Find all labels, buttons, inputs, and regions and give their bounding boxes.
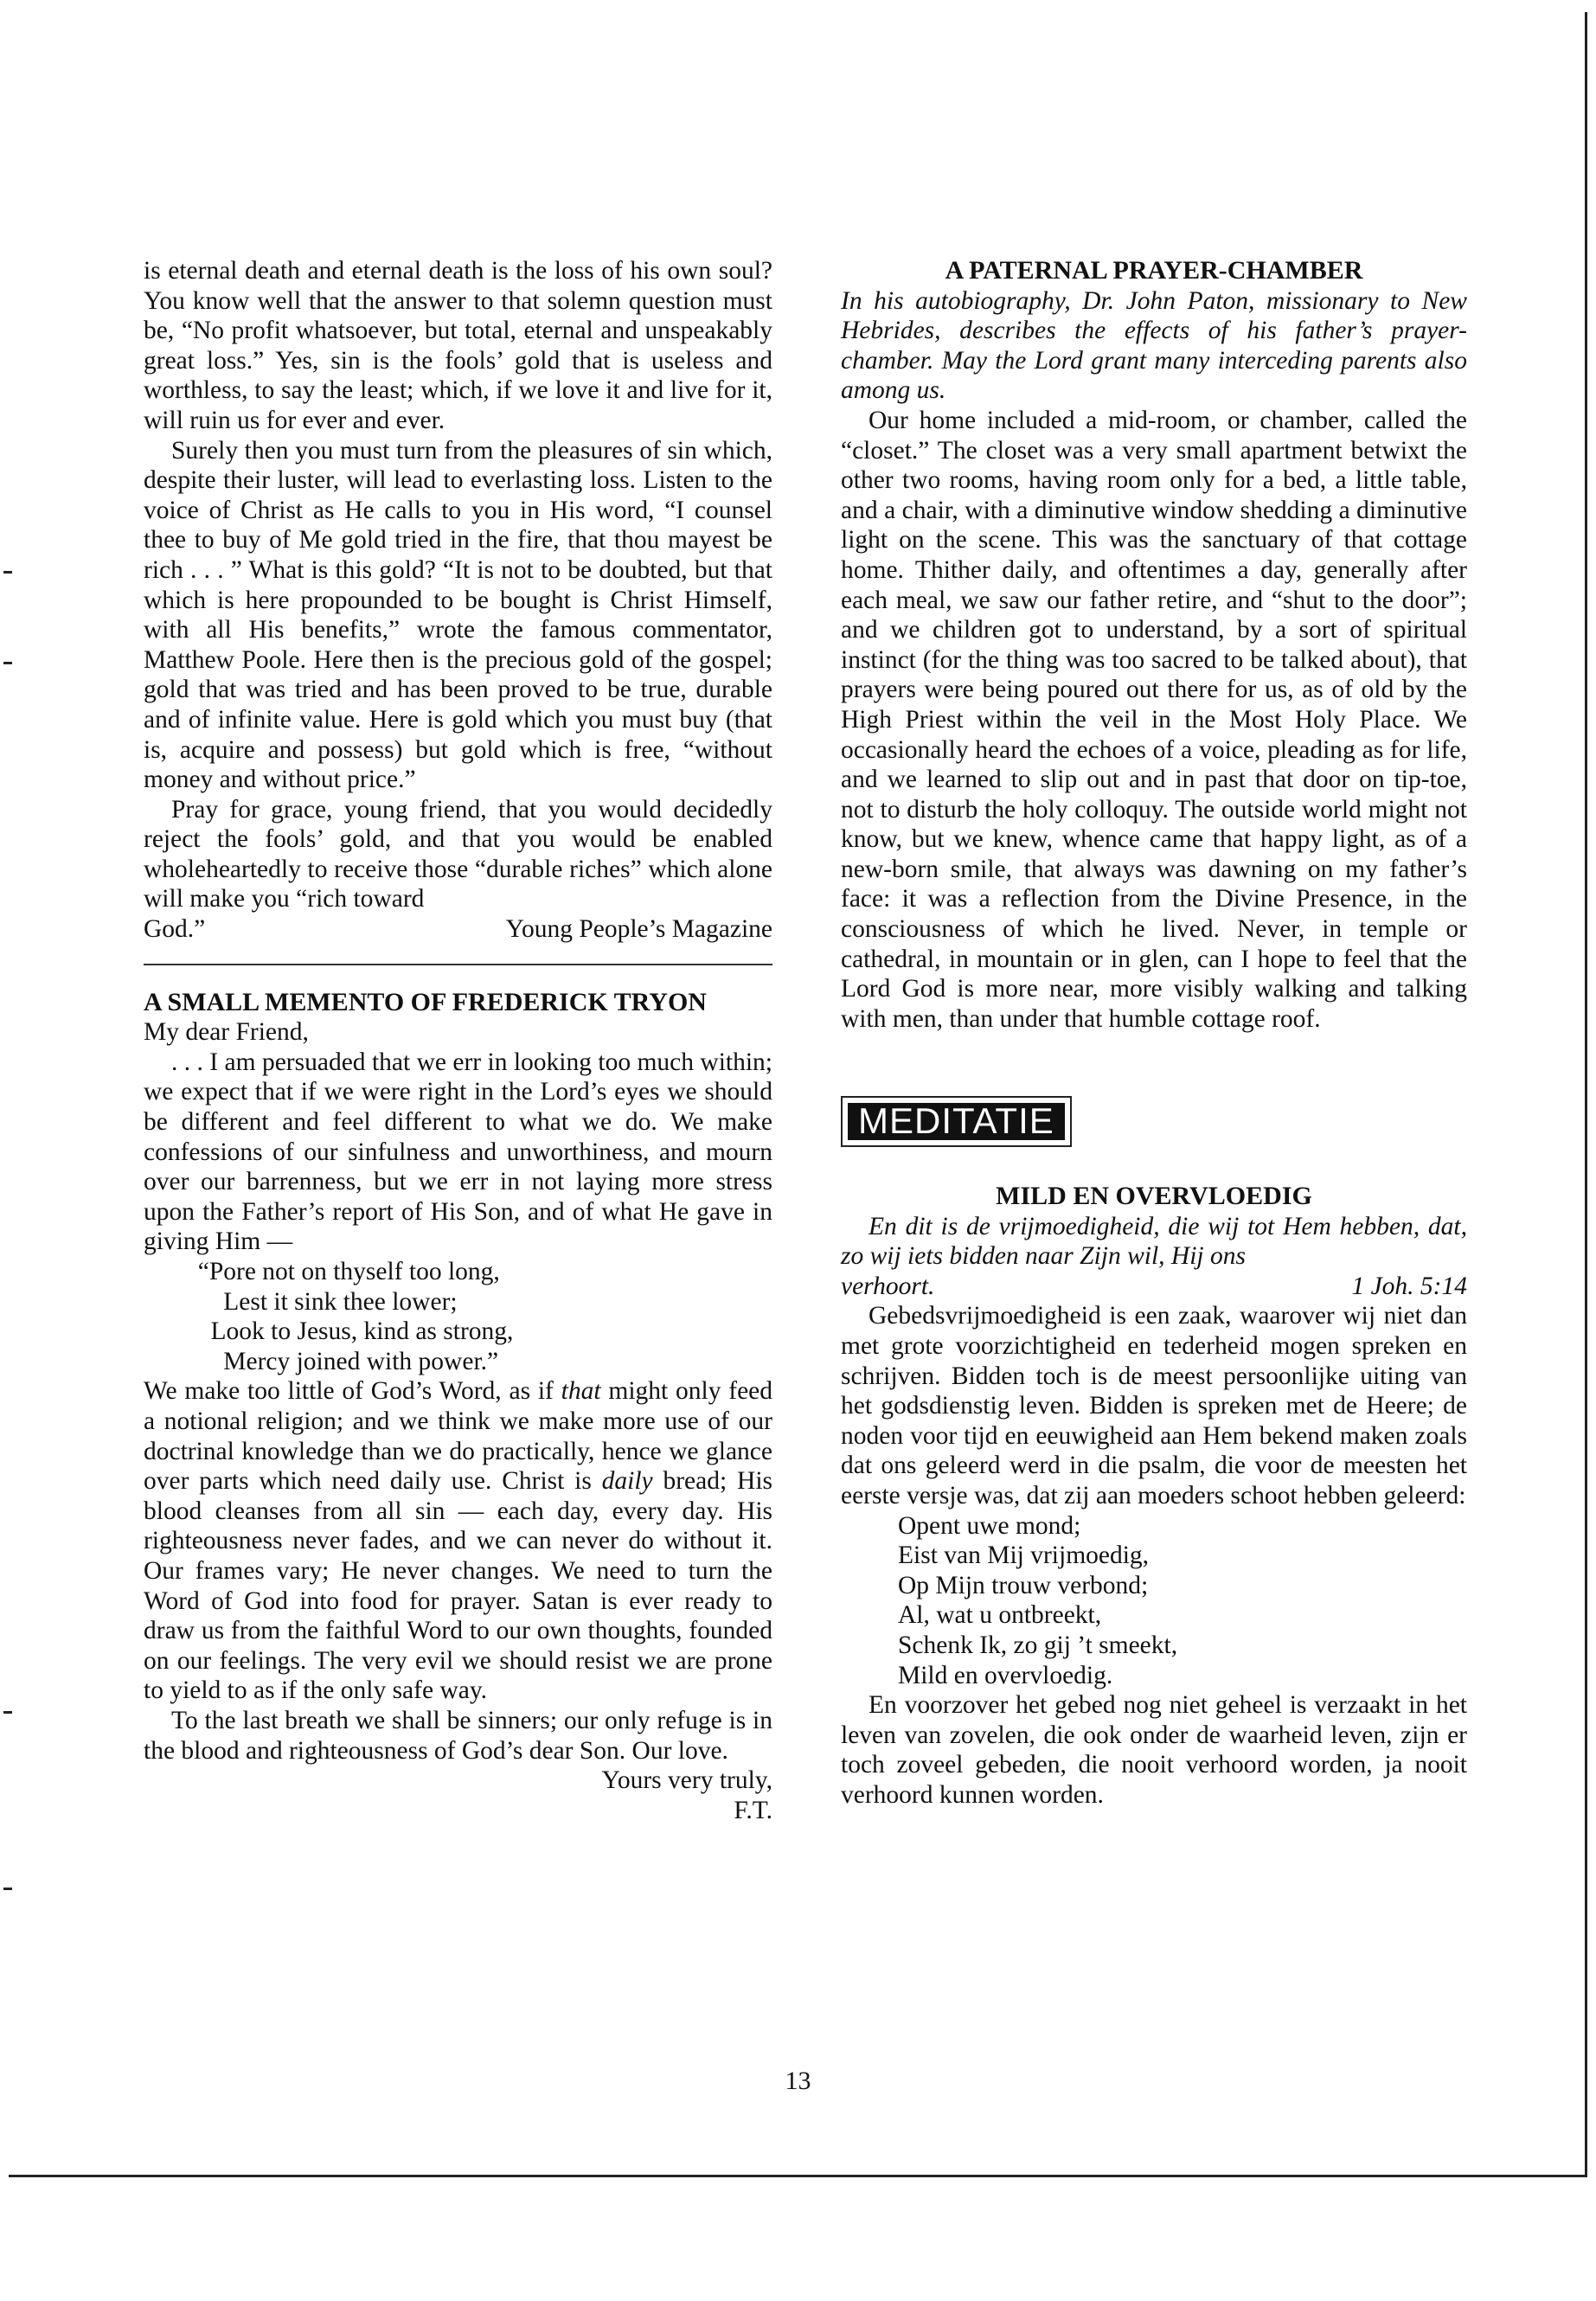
meditation-verse-reference-line [841, 1272, 1467, 1302]
prayer-chamber-body: Our home included a mid-room, or chamber, called the “closet.” The closet was a very small apartment betwixt the other two rooms, having room only for a bed, a little table, and a chair, with a diminutive window shedding a diminutive light on the scene. This was the sanctuary of that cottage home. Thither daily, and oftentimes a day, generally after each meal, we saw our father retire, and “shut to the door”; and we children got to understand, by a sort of spiritual instinct (for the thing was too sacred to be talked about), that prayers were being poured out there for us, as of old by the High Priest within the veil in the Most Holy Place. We occasionally heard the echoes of a voice, pleading as for life, and we learned to slip out and in past that door on tip-toe, not to disturb the holy colloquy. The outside world might not know, but we knew, whence came that happy light, as of a new-born smile, that always was dawning on my father’s face: it was a reflection from the Divine Presence, in the consciousness of which he lived. Never, in temple or cathedral, in mountain or in glen, can I hope to feel that the Lord God is more near, more visibly walking and talking with men, than under that humble cottage roof. [841, 406, 1467, 1033]
text-run: We make too little of God’s Word, as if [144, 1377, 561, 1406]
emphasis-text: daily [601, 1467, 653, 1496]
emphasis-text: that [561, 1377, 601, 1406]
left-column [144, 256, 772, 1825]
psalm-line: Schenk Ik, zo gij ’t smeekt, [898, 1631, 1178, 1659]
right-column [841, 256, 1467, 1811]
meditation-title: MILD EN OVERVLOEDIG [996, 1182, 1312, 1211]
letter-closing: Yours very truly, [601, 1766, 772, 1795]
hymn-line: Look to Jesus, kind as strong, [185, 1317, 514, 1346]
psalm-line: Eist van Mij vrijmoedig, [898, 1541, 1150, 1570]
meditation-paragraph: Gebedsvrijmoedigheid is een zaak, waarover wij niet dan met grote voorzichtigheid en tederheid mogen spreken en schrijven. Bidden toch is de meest persoonlijke uiting van het godsdienstig leven. Bidden is spreken met de Heere; de noden voor tijd en eeuwigheid aan Hem bekend maken zoals dat ons geleerd werd in die psalm, die voor de meesten het eerste versje was, dat zij aan moeders schoot hebben geleerd: [841, 1302, 1467, 1509]
article-continuation-paragraph: is eternal death and eternal death is the loss of his own soul? You know well that the answer to that solemn question must be, “No profit whatsoever, but total, eternal and unspeakably great loss.” Yes, sin is the fools’ gold that is useless and worthless, to say the least; which, if we love it and live for it, will ruin us for ever and ever. [144, 257, 772, 434]
article-source: Young People’s Magazine [505, 915, 772, 944]
article-end-text: God.” [144, 915, 206, 944]
letter-signature: F.T. [734, 1796, 772, 1824]
margin-mark [3, 662, 12, 664]
margin-mark [3, 1711, 12, 1714]
memento-title: A SMALL MEMENTO OF FREDERICK TRYON [144, 987, 707, 1016]
psalm-verse [841, 1511, 1467, 1691]
article-paragraph: Pray for grace, young friend, that you would decidedly reject the fools’ gold, and that you would be enabled wholeheartedly to receive those “durable riches” which alone will make you “rich toward [144, 795, 772, 913]
page-number: 13 [785, 2067, 811, 2095]
meditation-verse: En dit is de vrijmoedigheid, die wij tot Hem hebben, dat, zo wij iets bidden naar Zijn wil, Hij ons [841, 1212, 1467, 1271]
letter-salutation: My dear Friend, [144, 1018, 309, 1047]
meditation-reference: 1 Joh. 5:14 [1351, 1272, 1467, 1300]
prayer-chamber-intro: In his autobiography, Dr. John Paton, missionary to New Hebrides, describes the effects of his father’s prayer-chamber. May the Lord grant many interceding parents also among us. [841, 286, 1467, 405]
hymn-line: Mercy joined with power.” [185, 1347, 499, 1375]
psalm-line: Al, wat u ontbreekt, [898, 1601, 1102, 1630]
margin-mark [3, 1888, 12, 1890]
letter-paragraph [144, 1376, 772, 1706]
hymn-line: “Pore not on thyself too long, [185, 1258, 500, 1285]
psalm-line: Mild en overvloedig. [898, 1661, 1113, 1689]
hymn-verse [144, 1257, 772, 1376]
section-divider [144, 964, 772, 965]
psalm-line: Opent uwe mond; [898, 1511, 1081, 1540]
article-source-line [144, 914, 772, 945]
margin-mark [3, 571, 12, 574]
psalm-line: Op Mijn trouw verbond; [898, 1571, 1149, 1599]
letter-paragraph: . . . I am persuaded that we err in looking too much within; we expect that if we were right in the Lord’s eyes we should be different and feel different to what we do. We make confessions of our sinfulness and unworthiness, and mourn over our barrenness, but we err in not laying more stress upon the Father’s report of His Son, and of what He gave in giving Him — [144, 1048, 772, 1256]
meditation-verse-end: verhoort. [841, 1272, 935, 1300]
meditatie-banner [841, 1096, 1072, 1147]
article-paragraph: Surely then you must turn from the pleasures of sin which, despite their luster, will lead to everlasting loss. Listen to the voice of Christ as He calls to you in His word, “I counsel thee to buy of Me gold tried in the fire, that thou mayest be rich . . . ” What is this gold? “It is not to be doubted, but that which is here propounded to be bought is Christ Himself, with all His benefits,” wrote the famous commentator, Matthew Poole. Here then is the precious gold of the gospel; gold that was tried and has been proved to be true, durable and of infinite value. Here is gold which you must buy (that is, acquire and possess) but gold which is free, “without money and without price.” [144, 436, 772, 794]
text-run: might only feed a notional religion; and we think we make more use of our doctrinal knowledge than we do practically, hence we glance over parts which need daily use. Christ is [144, 1377, 773, 1496]
meditatie-banner-label: MEDITATIE [848, 1103, 1065, 1140]
letter-paragraph: To the last breath we shall be sinners; our only refuge is in the blood and righteousness of God’s dear Son. Our love. [144, 1706, 772, 1765]
hymn-line: Lest it sink thee lower; [185, 1287, 458, 1316]
meditation-paragraph: En voorzover het gebed nog niet geheel is verzaakt in het leven van zovelen, die ook onder de waarheid leven, zijn er toch zoveel gebeden, die nooit verhoord worden, ja nooit verhoord kunnen worden. [841, 1691, 1467, 1809]
text-run: bread; His blood cleanses from all sin — each day, every day. His righteousness never fades, and we can never do without it. Our frames vary; He never changes. We need to turn the Word of God into food for prayer. Satan is ever ready to draw us from the faithful Word to our own thoughts, founded on our feelings. The very evil we should resist we are prone to yield to as if the only safe way. [144, 1467, 772, 1705]
prayer-chamber-title: A PATERNAL PRAYER-CHAMBER [945, 256, 1363, 285]
